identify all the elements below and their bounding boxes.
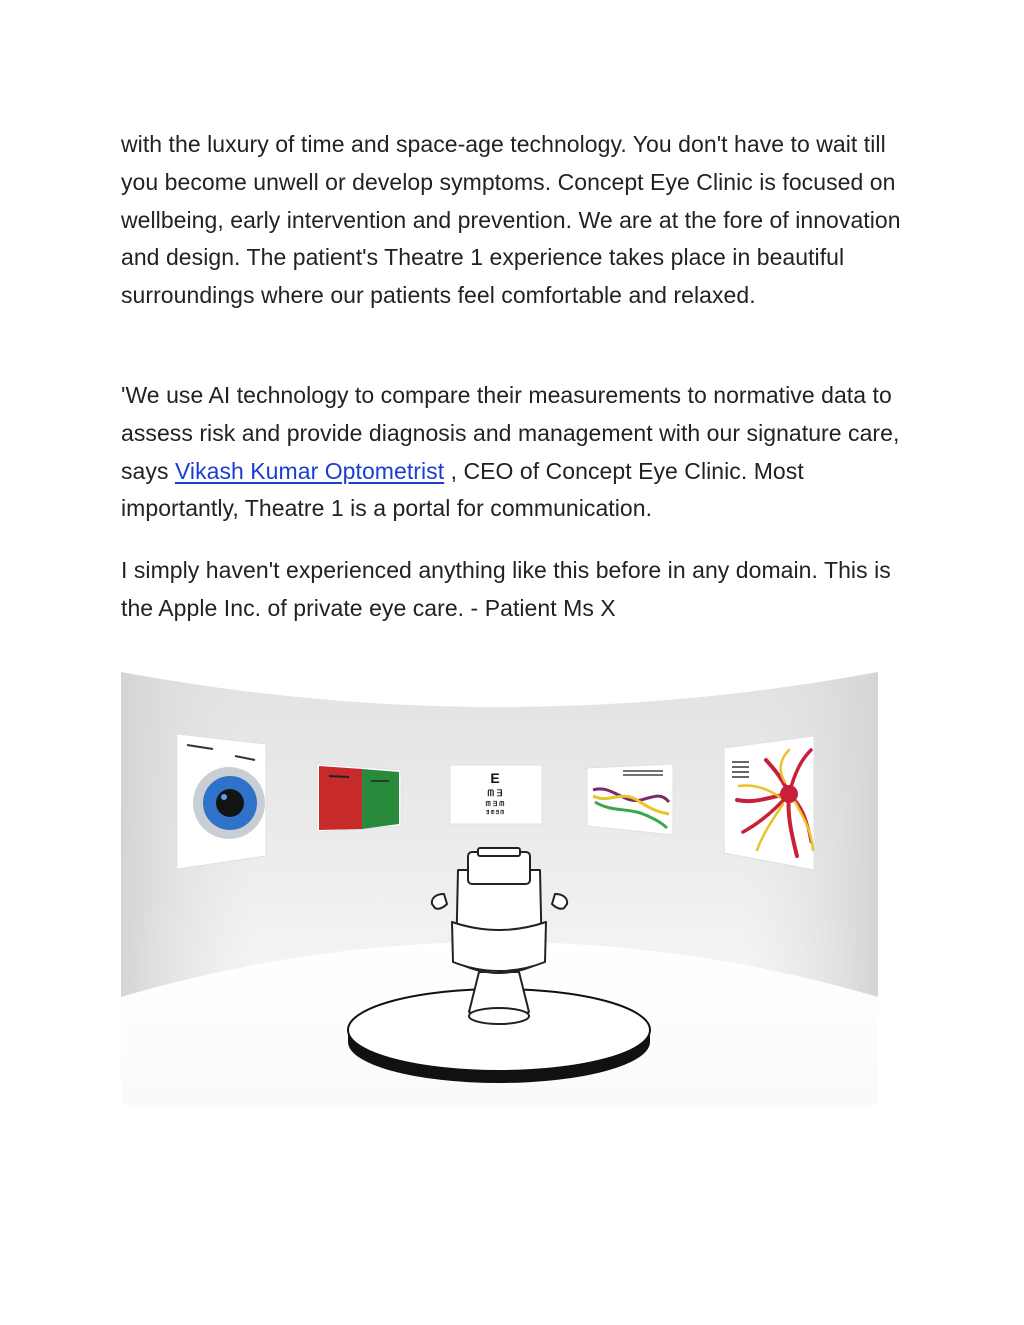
curve-graph-panel: [587, 764, 673, 835]
eye-chart-row-4: ∃ ᗰ ∃ ᗰ: [485, 810, 505, 816]
paragraph-testimonial: I simply haven't experienced anything like this before in any domain. This is the Apple Inc. of private eye care. - Patient Ms X: [121, 557, 891, 621]
eye-chart-row-3: ᗰ ∃ ᗰ: [485, 801, 505, 808]
paragraph-intro: with the luxury of time and space-age technology. You don't have to wait till you become unwell or develop symptoms. Concept Eye Clinic is focused on wellbeing, early intervention and prevention. We are at the fore of innovation and design. The patient's Theatre 1 experience takes place in beautiful surroundings where our patients feel comfortable and relaxed.: [121, 131, 901, 309]
paragraph-ai-technology: [121, 377, 921, 528]
paragraph-ai-text-before: 'We use AI technology to compare their measurements to normative data to assess risk and provide diagnosis and management with our signature care, says: [121, 382, 900, 484]
author-link[interactable]: Vikash Kumar Optometrist: [174, 457, 445, 484]
theatre-illustration: [121, 672, 878, 1105]
eye-chart-row-2: ᗰ ∃: [487, 788, 503, 798]
eye-chart-panel: [450, 765, 542, 824]
color-test-panel: [317, 764, 401, 832]
eye-chart-row-1: E: [490, 770, 500, 786]
optic-nerve-panel: [724, 736, 814, 870]
paragraph-ai-text-after: , CEO of Concept Eye Clinic. Most importantly, Theatre 1 is a portal for communication.: [121, 457, 804, 522]
iris-panel: [177, 734, 266, 869]
